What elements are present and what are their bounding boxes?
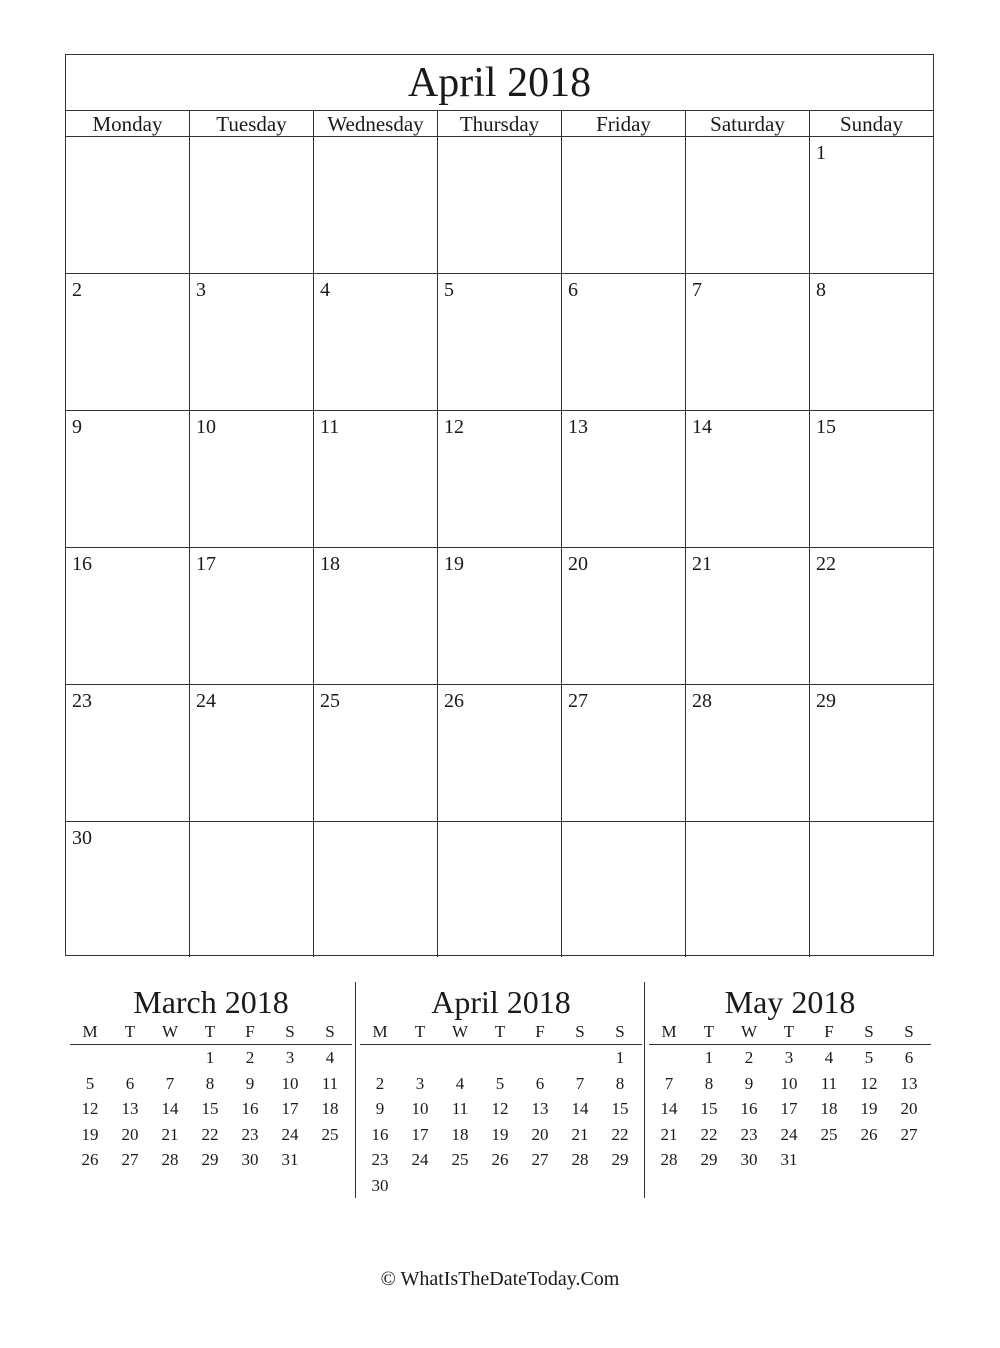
mini-day	[480, 1045, 520, 1071]
mini-weekday-label: S	[864, 1022, 874, 1041]
mini-weekday-label: S	[285, 1022, 295, 1041]
weekday-header-row	[66, 111, 933, 137]
mini-day	[560, 1173, 600, 1199]
mini-day: 14	[571, 1099, 589, 1118]
day-cell: 30	[66, 822, 190, 957]
mini-day: 24	[411, 1150, 429, 1169]
mini-day: 5	[864, 1048, 874, 1067]
day-cell	[314, 137, 438, 273]
mini-week-row	[360, 1122, 642, 1148]
mini-weekday-label: S	[325, 1022, 335, 1041]
day-cell: 16	[66, 548, 190, 684]
mini-day: 23	[740, 1124, 758, 1144]
mini-day	[849, 1147, 889, 1173]
mini-week-row	[360, 1147, 642, 1173]
mini-day: 8	[615, 1073, 625, 1093]
mini-day	[110, 1045, 150, 1071]
mini-day: 13	[531, 1099, 549, 1118]
day-cell	[686, 822, 810, 957]
mini-day	[600, 1173, 640, 1199]
mini-day	[520, 1173, 560, 1199]
mini-day	[520, 1045, 560, 1071]
day-cell: 11	[314, 411, 438, 547]
weekday-label: Friday	[562, 111, 686, 136]
mini-day	[649, 1045, 689, 1071]
mini-weekday-label: F	[535, 1022, 545, 1041]
mini-day: 2	[245, 1048, 255, 1067]
weekday-label: Monday	[66, 111, 190, 136]
calendar-week-row	[66, 548, 933, 685]
mini-day: 20	[900, 1099, 918, 1118]
mini-day: 16	[241, 1099, 259, 1118]
mini-day: 31	[780, 1150, 798, 1169]
mini-day: 14	[161, 1099, 179, 1118]
mini-day	[440, 1173, 480, 1199]
mini-day: 11	[451, 1099, 469, 1118]
mini-weekday-label: W	[451, 1022, 469, 1041]
mini-day: 18	[451, 1124, 469, 1144]
day-cell: 22	[816, 553, 836, 575]
day-cell	[190, 137, 314, 273]
mini-weekday-label: F	[824, 1022, 834, 1041]
weekday-label: Tuesday	[190, 111, 314, 136]
mini-weekday-header	[649, 1022, 931, 1045]
mini-day: 20	[121, 1124, 139, 1144]
mini-day	[70, 1045, 110, 1071]
day-cell	[438, 822, 562, 957]
mini-day: 7	[664, 1073, 674, 1093]
mini-day	[150, 1045, 190, 1071]
mini-day: 14	[660, 1099, 678, 1118]
mini-weekday-label: T	[204, 1022, 216, 1041]
mini-day: 1	[205, 1048, 215, 1067]
mini-day	[360, 1045, 400, 1071]
mini-week-row	[70, 1147, 352, 1173]
mini-day: 1	[704, 1048, 714, 1067]
mini-day: 26	[491, 1150, 509, 1169]
mini-week-row	[360, 1173, 642, 1199]
mini-day: 4	[824, 1048, 834, 1067]
mini-weekday-header	[360, 1022, 642, 1045]
day-cell: 17	[190, 548, 314, 684]
mini-day: 4	[455, 1073, 465, 1093]
mini-day: 19	[491, 1124, 509, 1144]
mini-weekday-label: T	[124, 1022, 136, 1041]
mini-weekday-label: T	[494, 1022, 506, 1041]
day-cell: 18	[314, 548, 438, 684]
mini-day: 26	[81, 1150, 99, 1169]
day-cell: 19	[438, 548, 562, 684]
mini-day: 18	[321, 1099, 339, 1118]
mini-weekday-label: M	[372, 1022, 388, 1041]
mini-day: 23	[241, 1124, 259, 1144]
mini-day: 25	[451, 1150, 469, 1169]
mini-day: 27	[531, 1150, 549, 1169]
weekday-label: Sunday	[840, 112, 903, 136]
mini-day: 9	[375, 1099, 385, 1118]
mini-day: 21	[660, 1124, 678, 1144]
mini-weekday-label: W	[161, 1022, 179, 1041]
calendar-title: April 2018	[66, 55, 933, 111]
day-cell: 2	[66, 274, 190, 410]
calendar-week-row	[66, 137, 933, 274]
mini-day: 9	[744, 1073, 754, 1093]
day-cell	[810, 822, 933, 957]
mini-day: 3	[415, 1073, 425, 1093]
mini-day: 11	[820, 1073, 838, 1093]
mini-day	[400, 1173, 440, 1199]
mini-day: 8	[205, 1073, 215, 1093]
day-cell: 1	[816, 142, 826, 164]
day-cell: 12	[438, 411, 562, 547]
mini-calendar-grid	[649, 1045, 931, 1173]
day-cell: 9	[66, 411, 190, 547]
mini-day: 3	[285, 1048, 295, 1067]
day-cell: 6	[562, 274, 686, 410]
day-cell: 7	[686, 274, 810, 410]
mini-day: 30	[371, 1175, 389, 1195]
calendar-grid	[66, 137, 933, 957]
mini-day: 10	[281, 1073, 299, 1093]
mini-day: 26	[860, 1124, 878, 1144]
mini-day	[310, 1147, 350, 1173]
mini-weekday-label: S	[904, 1022, 914, 1041]
mini-day	[889, 1147, 929, 1173]
mini-day: 29	[611, 1150, 629, 1169]
mini-day: 16	[740, 1099, 758, 1118]
mini-day: 5	[495, 1073, 505, 1093]
day-cell: 25	[314, 685, 438, 821]
mini-day: 25	[321, 1124, 339, 1144]
calendar-week-row	[66, 274, 933, 411]
mini-day: 27	[121, 1150, 139, 1169]
mini-day: 15	[700, 1099, 718, 1118]
mini-day: 13	[900, 1073, 918, 1093]
mini-day: 4	[325, 1048, 335, 1067]
mini-day: 25	[820, 1124, 838, 1144]
mini-day: 3	[784, 1048, 794, 1067]
mini-day	[809, 1147, 849, 1173]
mini-day: 17	[281, 1099, 299, 1118]
day-cell	[686, 137, 810, 273]
mini-weekday-label: T	[414, 1022, 426, 1041]
mini-weekday-label: F	[245, 1022, 255, 1041]
mini-day: 29	[700, 1150, 718, 1169]
mini-day: 21	[571, 1124, 589, 1144]
day-cell: 14	[686, 411, 810, 547]
mini-weekday-label: T	[783, 1022, 795, 1041]
day-cell: 15	[816, 416, 836, 438]
mini-weekday-label: T	[703, 1022, 715, 1041]
mini-day: 16	[371, 1124, 389, 1144]
mini-week-row	[649, 1147, 931, 1173]
mini-day: 20	[531, 1124, 549, 1144]
weekday-label: Saturday	[686, 111, 810, 136]
mini-day: 10	[780, 1073, 798, 1093]
mini-day: 17	[411, 1124, 429, 1144]
mini-day	[400, 1045, 440, 1071]
mini-day: 6	[125, 1073, 135, 1093]
mini-day: 2	[375, 1073, 385, 1093]
mini-day: 12	[491, 1099, 509, 1118]
mini-week-row	[649, 1096, 931, 1122]
mini-day	[560, 1045, 600, 1071]
mini-day: 30	[241, 1150, 259, 1169]
day-cell: 21	[686, 548, 810, 684]
day-cell	[438, 137, 562, 273]
day-cell	[314, 822, 438, 957]
day-cell	[562, 137, 686, 273]
mini-day: 7	[575, 1073, 585, 1093]
mini-day: 19	[860, 1099, 878, 1118]
day-cell	[190, 822, 314, 957]
mini-day: 8	[704, 1073, 714, 1093]
mini-calendar-march	[70, 982, 352, 1173]
mini-week-row	[360, 1096, 642, 1122]
mini-weekday-label: W	[740, 1022, 758, 1041]
mini-day: 13	[121, 1099, 139, 1118]
day-cell: 23	[66, 685, 190, 821]
mini-calendar-grid	[360, 1045, 642, 1198]
mini-day	[480, 1173, 520, 1199]
day-cell: 24	[190, 685, 314, 821]
calendar-week-row	[66, 685, 933, 822]
day-cell: 8	[816, 279, 826, 301]
mini-day: 9	[245, 1073, 255, 1093]
day-cell: 29	[816, 690, 836, 712]
mini-weekday-label: M	[82, 1022, 98, 1041]
mini-week-row	[649, 1122, 931, 1148]
mini-day: 12	[81, 1099, 99, 1118]
mini-day: 15	[201, 1099, 219, 1118]
mini-week-row	[70, 1045, 352, 1071]
mini-week-row	[360, 1045, 642, 1071]
calendar-week-row	[66, 822, 933, 957]
mini-day: 23	[371, 1150, 389, 1169]
mini-day: 5	[85, 1073, 95, 1093]
mini-day: 29	[201, 1150, 219, 1169]
weekday-label: Wednesday	[314, 111, 438, 136]
day-cell: 4	[314, 274, 438, 410]
mini-day: 31	[281, 1150, 299, 1169]
mini-day: 6	[904, 1048, 914, 1067]
mini-day: 18	[820, 1099, 838, 1118]
mini-day: 28	[571, 1150, 589, 1169]
mini-day: 24	[780, 1124, 798, 1144]
mini-day: 22	[201, 1124, 219, 1144]
mini-day: 2	[744, 1048, 754, 1067]
mini-day: 10	[411, 1099, 429, 1118]
day-cell: 20	[562, 548, 686, 684]
mini-day: 19	[81, 1124, 99, 1144]
mini-day: 28	[660, 1150, 678, 1169]
mini-calendar-title: March 2018	[133, 984, 289, 1020]
day-cell: 10	[190, 411, 314, 547]
mini-week-row	[70, 1096, 352, 1122]
main-calendar	[65, 54, 934, 956]
mini-day: 6	[535, 1073, 545, 1093]
mini-day: 7	[165, 1073, 175, 1093]
mini-divider	[355, 982, 356, 1198]
mini-weekday-label: M	[661, 1022, 677, 1041]
mini-day: 24	[281, 1124, 299, 1144]
mini-calendar-grid	[70, 1045, 352, 1173]
copyright-footer: © WhatIsTheDateToday.Com	[380, 1268, 620, 1290]
mini-week-row	[649, 1071, 931, 1097]
day-cell	[66, 137, 190, 273]
mini-day: 15	[611, 1099, 629, 1118]
mini-calendar-title: May 2018	[724, 984, 856, 1020]
mini-week-row	[70, 1122, 352, 1148]
mini-day: 11	[321, 1073, 339, 1093]
mini-day: 22	[700, 1124, 718, 1144]
mini-divider	[644, 982, 645, 1198]
mini-week-row	[70, 1071, 352, 1097]
mini-weekday-header	[70, 1022, 352, 1045]
mini-day: 1	[615, 1048, 625, 1067]
day-cell: 5	[438, 274, 562, 410]
mini-weekday-label: S	[575, 1022, 585, 1041]
mini-calendar-may	[649, 982, 931, 1173]
day-cell: 27	[562, 685, 686, 821]
mini-day: 12	[860, 1073, 878, 1093]
day-cell	[562, 822, 686, 957]
day-cell: 13	[562, 411, 686, 547]
weekday-label: Thursday	[438, 111, 562, 136]
calendar-week-row	[66, 411, 933, 548]
mini-day: 28	[161, 1150, 179, 1169]
mini-calendar-april	[360, 982, 642, 1198]
mini-week-row	[360, 1071, 642, 1097]
mini-day: 21	[161, 1124, 179, 1144]
mini-day: 22	[611, 1124, 629, 1144]
day-cell: 26	[438, 685, 562, 821]
mini-day: 17	[780, 1099, 798, 1118]
mini-day	[440, 1045, 480, 1071]
mini-week-row	[649, 1045, 931, 1071]
mini-day: 30	[740, 1150, 758, 1169]
mini-weekday-label: S	[615, 1022, 625, 1041]
mini-day: 27	[900, 1124, 918, 1144]
day-cell: 3	[190, 274, 314, 410]
day-cell: 28	[686, 685, 810, 821]
mini-calendar-title: April 2018	[431, 984, 571, 1020]
